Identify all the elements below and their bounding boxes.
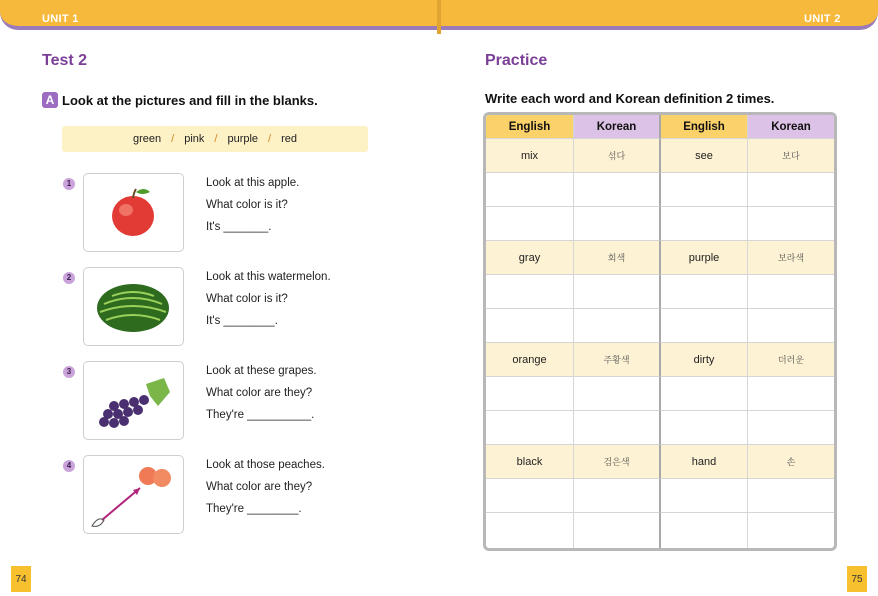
writing-cell[interactable] — [486, 173, 574, 207]
peaches-picture — [84, 456, 183, 533]
section-badge: A — [42, 92, 58, 108]
writing-cell[interactable] — [574, 173, 661, 207]
column-header: Korean — [574, 115, 661, 139]
writing-cell[interactable] — [486, 377, 574, 411]
writing-cell[interactable] — [748, 377, 834, 411]
english-word: gray — [486, 241, 574, 275]
writing-cell[interactable] — [661, 173, 748, 207]
picture-frame — [83, 455, 184, 534]
table-row[interactable] — [486, 377, 834, 411]
writing-cell[interactable] — [661, 207, 748, 241]
answer-blank-line[interactable]: They're __________. — [206, 409, 315, 421]
question-line: What color is it? — [206, 199, 288, 211]
word-bank — [62, 126, 368, 152]
writing-cell[interactable] — [661, 513, 748, 548]
writing-cell[interactable] — [486, 513, 574, 548]
table-row[interactable] — [486, 513, 834, 548]
english-word: hand — [661, 445, 748, 479]
english-word: dirty — [661, 343, 748, 377]
column-header: Korean — [748, 115, 834, 139]
instruction-left — [42, 92, 318, 108]
answer-blank-line[interactable]: It's _______. — [206, 221, 272, 233]
question-line: Look at those peaches. — [206, 459, 325, 471]
question-number: 1 — [63, 178, 75, 190]
question-line: What color are they? — [206, 481, 313, 493]
writing-cell[interactable] — [574, 377, 661, 411]
apple-picture — [84, 174, 183, 251]
writing-cell[interactable] — [574, 207, 661, 241]
table-header-row — [486, 115, 834, 139]
writing-cell[interactable] — [661, 479, 748, 513]
writing-cell[interactable] — [486, 479, 574, 513]
korean-definition: 보다 — [748, 139, 834, 173]
writing-cell[interactable] — [574, 479, 661, 513]
word-bank-item: purple — [227, 133, 259, 145]
korean-definition: 손 — [748, 445, 834, 479]
column-header: English — [486, 115, 574, 139]
question-line: Look at this apple. — [206, 177, 300, 189]
practice-table — [483, 112, 837, 551]
table-row — [486, 343, 834, 377]
korean-definition: 회색 — [574, 241, 661, 275]
writing-cell[interactable] — [486, 207, 574, 241]
instruction-right: Write each word and Korean definition 2 times. — [485, 91, 775, 106]
writing-cell[interactable] — [748, 207, 834, 241]
table-row[interactable] — [486, 309, 834, 343]
writing-cell[interactable] — [661, 377, 748, 411]
writing-cell[interactable] — [661, 309, 748, 343]
page-header — [0, 0, 878, 34]
english-word: purple — [661, 241, 748, 275]
writing-cell[interactable] — [486, 275, 574, 309]
english-word: black — [486, 445, 574, 479]
writing-cell[interactable] — [486, 411, 574, 445]
writing-cell[interactable] — [574, 275, 661, 309]
unit-label-right: UNIT 2 — [804, 13, 841, 25]
picture-frame — [83, 361, 184, 440]
korean-definition: 보라색 — [748, 241, 834, 275]
table-row — [486, 445, 834, 479]
word-bank-item: pink — [184, 133, 205, 145]
korean-definition: 더러운 — [748, 343, 834, 377]
picture-frame — [83, 267, 184, 346]
writing-cell[interactable] — [748, 275, 834, 309]
picture-frame — [83, 173, 184, 252]
writing-cell[interactable] — [661, 275, 748, 309]
korean-definition: 검은색 — [574, 445, 661, 479]
writing-cell[interactable] — [574, 513, 661, 548]
english-word: orange — [486, 343, 574, 377]
question-line: Look at these grapes. — [206, 365, 317, 377]
writing-cell[interactable] — [748, 411, 834, 445]
writing-cell[interactable] — [574, 411, 661, 445]
answer-blank-line[interactable]: It's ________. — [206, 315, 278, 327]
table-row[interactable] — [486, 479, 834, 513]
question-line: What color is it? — [206, 293, 288, 305]
korean-definition: 섞다 — [574, 139, 661, 173]
question-line: What color are they? — [206, 387, 313, 399]
writing-cell[interactable] — [574, 309, 661, 343]
question-number: 4 — [63, 460, 75, 472]
writing-cell[interactable] — [748, 173, 834, 207]
question-number: 3 — [63, 366, 75, 378]
table-row[interactable] — [486, 207, 834, 241]
grapes-picture — [84, 362, 183, 439]
english-word: see — [661, 139, 748, 173]
unit-label-left: UNIT 1 — [42, 13, 79, 25]
korean-definition: 주황색 — [574, 343, 661, 377]
column-header: English — [661, 115, 748, 139]
writing-cell[interactable] — [486, 309, 574, 343]
word-bank-item: green — [133, 133, 162, 145]
word-separator: / — [214, 133, 218, 145]
table-row — [486, 241, 834, 275]
page-number-left: 74 — [11, 566, 31, 592]
answer-blank-line[interactable]: They're ________. — [206, 503, 302, 515]
table-row[interactable] — [486, 411, 834, 445]
word-separator: / — [171, 133, 175, 145]
question-number: 2 — [63, 272, 75, 284]
instruction-text: Look at the pictures and fill in the blanks. — [62, 93, 318, 108]
book-spine — [437, 0, 441, 34]
page-title-left: Test 2 — [42, 52, 88, 69]
writing-cell[interactable] — [748, 513, 834, 548]
writing-cell[interactable] — [661, 411, 748, 445]
table-row — [486, 139, 834, 173]
writing-cell[interactable] — [748, 479, 834, 513]
word-bank-item: red — [281, 133, 297, 145]
page-number-right: 75 — [847, 566, 867, 592]
watermelon-picture — [84, 268, 183, 345]
word-separator: / — [268, 133, 272, 145]
question-line: Look at this watermelon. — [206, 271, 331, 283]
english-word: mix — [486, 139, 574, 173]
table-row[interactable] — [486, 275, 834, 309]
writing-cell[interactable] — [748, 309, 834, 343]
page-title-right: Practice — [485, 52, 548, 69]
table-row[interactable] — [486, 173, 834, 207]
